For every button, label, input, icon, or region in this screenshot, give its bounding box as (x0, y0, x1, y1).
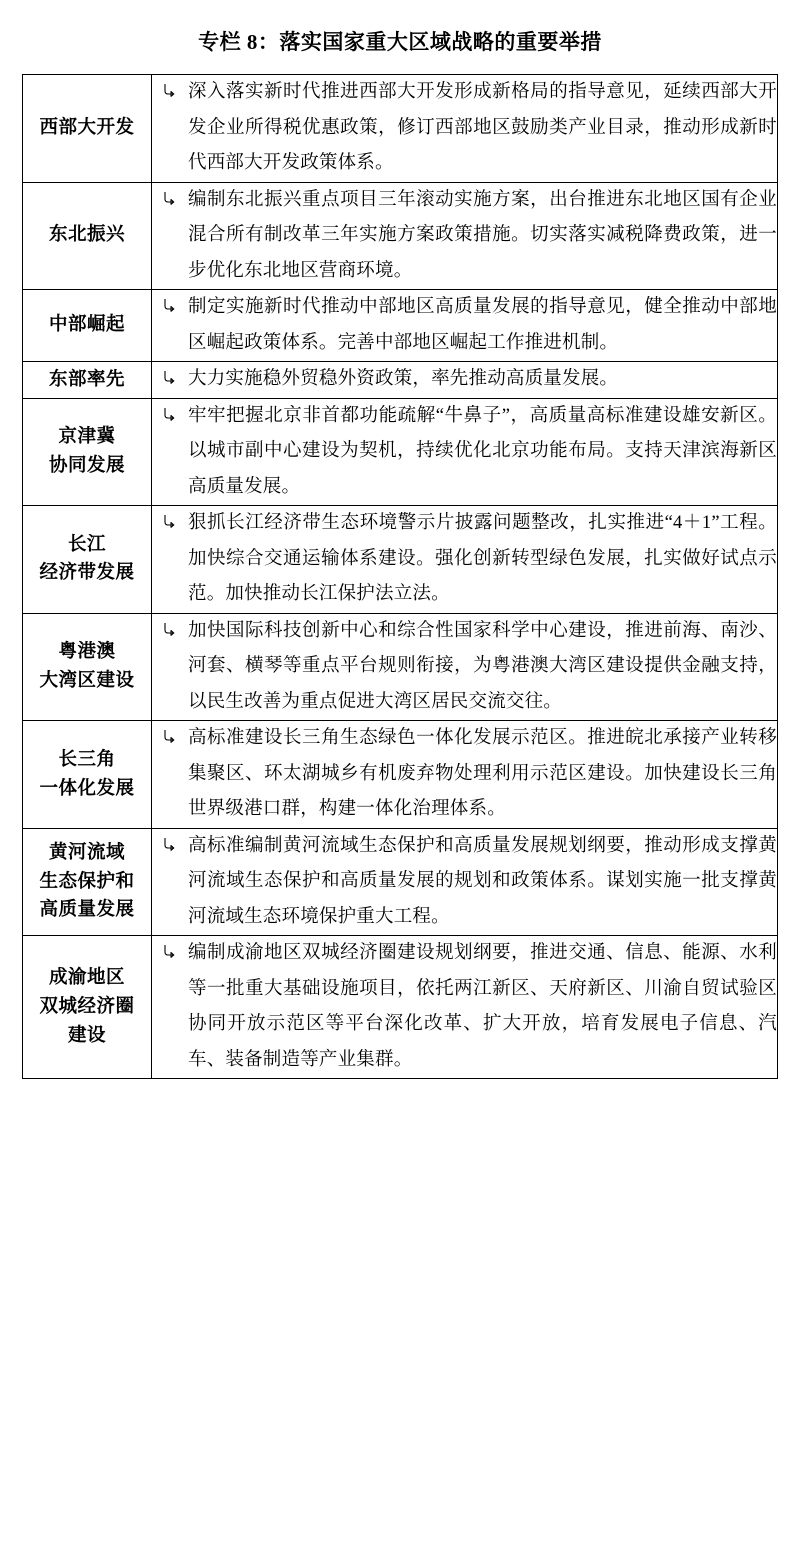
measure-content-cell (152, 362, 778, 399)
strategy-label-line: 西部大开发 (39, 117, 135, 138)
strategy-label-line: 东北振兴 (48, 225, 125, 246)
table-row (23, 290, 778, 362)
measure-content-cell (152, 721, 778, 829)
measure-content-cell (152, 182, 778, 290)
measure-text: 制定实施新时代推动中部地区高质量发展的指导意见，健全推动中部地区崛起政策体系。完善中部地区崛起工作推进机制。 (188, 297, 777, 353)
strategy-label-line: 中部崛起 (48, 315, 125, 336)
measure-text: 加快国际科技创新中心和综合性国家科学中心建设，推进前海、南沙、河套、横琴等重点平台规则衔接，为粤港澳大湾区建设提供金融支持，以民生改善为重点促进大湾区居民交流交往。 (188, 620, 777, 712)
strategy-label-line: 东部率先 (48, 369, 125, 390)
hook-arrow-icon (152, 936, 188, 959)
strategy-label-cell (23, 936, 152, 1079)
strategy-label-line: 长江 (67, 534, 106, 555)
table-row (23, 506, 778, 614)
strategy-label-cell (23, 290, 152, 362)
measure-text: 深入落实新时代推进西部大开发形成新格局的指导意见，延续西部大开发企业所得税优惠政策，修订西部地区鼓励类产业目录，推动形成新时代西部大开发政策体系。 (188, 82, 777, 174)
hook-arrow-icon (152, 362, 188, 385)
measure-content-cell (152, 75, 778, 183)
hook-arrow-icon (152, 614, 188, 637)
content-row (152, 506, 777, 613)
strategy-label-cell (23, 362, 152, 399)
strategy-label-cell (23, 182, 152, 290)
measure-text: 狠抓长江经济带生态环境警示片披露问题整改，扎实推进“4＋1”工程。加快综合交通运输体系建设。强化创新转型绿色发展，扎实做好试点示范。加快推动长江保护法立法。 (188, 513, 777, 605)
strategy-label-line: 经济带发展 (39, 563, 135, 584)
measure-content-cell (152, 506, 778, 614)
table-row (23, 613, 778, 721)
table-body (23, 75, 778, 1079)
content-row (152, 362, 777, 398)
strategy-label-cell (23, 506, 152, 614)
table-row (23, 936, 778, 1079)
page-title: 专栏 8：落实国家重大区域战略的重要举措 (198, 30, 602, 54)
strategy-label-line: 高质量发展 (39, 900, 135, 921)
strategy-label-line: 黄河流域 (48, 843, 125, 864)
strategy-label-cell (23, 398, 152, 506)
content-row (152, 936, 777, 1078)
strategy-label-line: 建设 (67, 1025, 106, 1046)
content-row (152, 721, 777, 828)
hook-arrow-icon (152, 721, 188, 744)
measure-content-cell (152, 828, 778, 936)
table-row (23, 721, 778, 829)
measure-content-cell (152, 613, 778, 721)
hook-arrow-icon (152, 183, 188, 206)
content-row (152, 399, 777, 506)
content-row (152, 75, 777, 182)
strategy-label-line: 长三角 (58, 749, 116, 770)
content-row (152, 614, 777, 721)
content-row (152, 290, 777, 361)
table-row (23, 828, 778, 936)
strategy-label-cell (23, 613, 152, 721)
measure-text: 编制东北振兴重点项目三年滚动实施方案，出台推进东北地区国有企业混合所有制改革三年实施方案政策措施。切实落实减税降费政策，进一步优化东北地区营商环境。 (188, 189, 777, 281)
content-row (152, 829, 777, 936)
hook-arrow-icon (152, 506, 188, 529)
hook-arrow-icon (152, 75, 188, 98)
table-row (23, 362, 778, 399)
measure-text: 牢牢把握北京非首都功能疏解“牛鼻子”，高质量高标准建设雄安新区。以城市副中心建设为契机，持续优化北京功能布局。支持天津滨海新区高质量发展。 (188, 405, 777, 497)
strategy-label-cell (23, 828, 152, 936)
strategy-label-line: 京津冀 (58, 427, 116, 448)
measure-content-cell (152, 290, 778, 362)
measure-content-cell (152, 398, 778, 506)
strategy-label-line: 一体化发展 (39, 778, 135, 799)
table-row (23, 398, 778, 506)
table-row (23, 75, 778, 183)
strategy-label-cell (23, 721, 152, 829)
measures-table (22, 74, 778, 1079)
content-row (152, 183, 777, 290)
strategy-label-line: 大湾区建设 (39, 671, 135, 691)
strategy-label-cell (23, 75, 152, 183)
measure-text: 编制成渝地区双城经济圈建设规划纲要，推进交通、信息、能源、水利等一批重大基础设施项目，依托两江新区、天府新区、川渝自贸试验区协同开放示范区等平台深化改革、扩大开放，培育发展电子信息、汽车、装备制造等产业集群。 (188, 943, 777, 1070)
hook-arrow-icon (152, 399, 188, 422)
hook-arrow-icon (152, 829, 188, 852)
strategy-label-line: 粤港澳 (58, 642, 116, 663)
strategy-label-line: 双城经济圈 (39, 997, 135, 1018)
strategy-label-line: 协同发展 (48, 455, 125, 476)
table-row (23, 182, 778, 290)
measure-text: 高标准编制黄河流域生态保护和高质量发展规划纲要，推动形成支撑黄河流域生态保护和高质量发展的规划和政策体系。谋划实施一批支撑黄河流域生态环境保护重大工程。 (188, 835, 777, 927)
strategy-label-line: 成渝地区 (48, 968, 125, 989)
measure-text: 大力实施稳外贸稳外资政策，率先推动高质量发展。 (188, 369, 619, 390)
measure-text: 高标准建设长三角生态绿色一体化发展示范区。推进皖北承接产业转移集聚区、环太湖城乡有机废弃物处理利用示范区建设。加快建设长三角世界级港口群，构建一体化治理体系。 (188, 728, 777, 820)
hook-arrow-icon (152, 290, 188, 313)
strategy-label-line: 生态保护和 (39, 871, 135, 892)
measure-content-cell (152, 936, 778, 1079)
